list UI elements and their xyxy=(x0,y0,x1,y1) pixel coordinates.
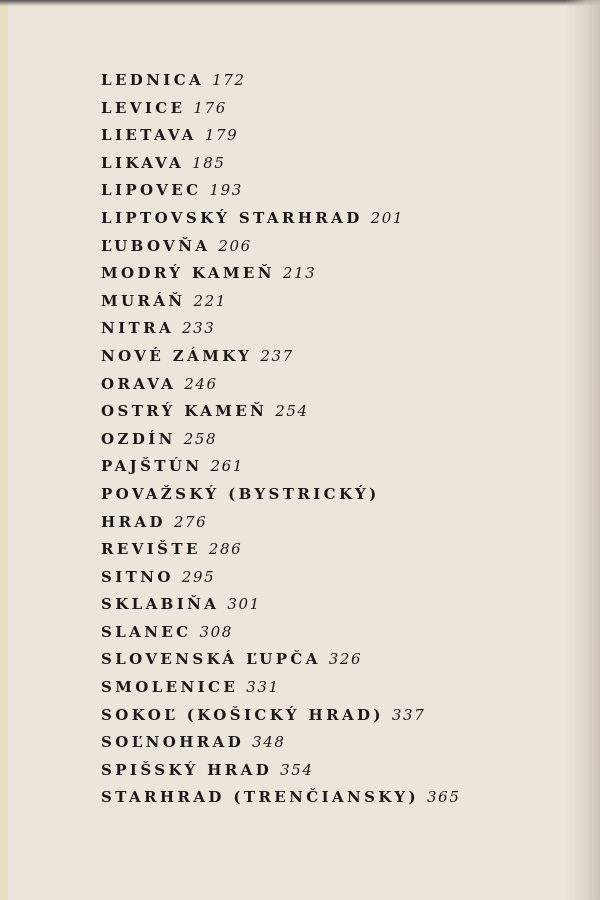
binding-shadow xyxy=(566,0,600,900)
toc-entry xyxy=(101,314,460,342)
toc-entry-page: 326 xyxy=(328,650,363,669)
toc-entry xyxy=(101,425,460,453)
toc-entry xyxy=(101,452,460,480)
page-edge xyxy=(0,0,8,900)
toc-entry-title: REVIŠTE xyxy=(101,540,201,559)
toc-entry-title: LEVICE xyxy=(101,98,186,117)
toc-entry xyxy=(101,176,460,204)
toc-entry xyxy=(101,673,460,701)
scan-top-edge xyxy=(0,0,600,6)
toc-entry-page: 172 xyxy=(212,71,246,89)
toc-entry xyxy=(101,480,460,508)
toc-entry xyxy=(101,204,460,232)
toc-entry-title: SOĽNOHRAD xyxy=(101,733,245,752)
toc-entry xyxy=(101,342,460,370)
toc-entry-page: 308 xyxy=(199,622,233,641)
toc-entry-title: LIPOVEC xyxy=(101,181,202,200)
toc-entry-title: ĽUBOVŇA xyxy=(101,236,211,255)
toc-entry xyxy=(101,645,460,673)
toc-entry-title: SPIŠSKÝ HRAD xyxy=(101,760,273,779)
toc-entry-page: 185 xyxy=(192,153,226,172)
toc-entry-page: 261 xyxy=(210,457,244,476)
toc-entry xyxy=(101,508,460,536)
toc-entry-page: 254 xyxy=(275,402,309,421)
toc-entry-page: 295 xyxy=(181,567,216,586)
toc-entry-title: NOVÉ ZÁMKY xyxy=(101,346,253,365)
toc-entry-page: 354 xyxy=(280,760,314,779)
toc-entry-title: MURÁŇ xyxy=(101,291,186,310)
toc-entry-page: 233 xyxy=(182,319,216,338)
toc-entry-page: 221 xyxy=(193,291,227,310)
toc-entry xyxy=(101,149,460,177)
toc-entry-page: 193 xyxy=(209,181,243,200)
toc-entry xyxy=(101,563,460,591)
toc-entry xyxy=(101,94,460,122)
toc-entry-page: 176 xyxy=(193,98,227,117)
toc-entry-title: SLOVENSKÁ ĽUPČA xyxy=(101,650,321,669)
toc-entry xyxy=(101,121,460,149)
toc-entry-page: 276 xyxy=(173,512,208,531)
toc-entry-page: 201 xyxy=(370,208,405,227)
toc-entry-page: 348 xyxy=(252,733,286,752)
toc-entry-page: 206 xyxy=(218,236,252,255)
toc-entry xyxy=(101,397,460,425)
toc-entry-title: LEDNICA xyxy=(101,71,205,89)
toc-entry-title: NITRA xyxy=(101,319,174,338)
toc-entry-title: SITNO xyxy=(101,567,174,586)
toc-entry-title: ORAVA xyxy=(101,374,177,393)
toc-entry-title: STARHRAD (TRENČIANSKY) xyxy=(101,788,420,807)
toc-entry xyxy=(101,66,460,94)
toc-entry xyxy=(101,756,460,784)
toc-entry-title: LIPTOVSKÝ STARHRAD xyxy=(101,208,363,227)
toc-entry-title: SMOLENICE xyxy=(101,678,239,697)
toc-entry-page: 258 xyxy=(183,429,218,448)
table-of-contents xyxy=(101,66,460,811)
toc-entry-title: POVAŽSKÝ (BYSTRICKÝ) xyxy=(101,484,380,503)
toc-entry xyxy=(101,259,460,287)
toc-entry-title: OSTRÝ KAMEŇ xyxy=(101,402,268,421)
toc-entry-title: HRAD xyxy=(101,512,166,531)
toc-entry-page: 286 xyxy=(208,540,243,559)
toc-entry-title: SKLABIŇA xyxy=(101,595,220,614)
toc-entry xyxy=(101,701,460,729)
toc-entry-title: PAJŠTÚN xyxy=(101,457,203,476)
toc-entry xyxy=(101,287,460,315)
toc-entry-title: SLANEC xyxy=(101,622,192,641)
toc-entry-page: 301 xyxy=(227,595,261,614)
toc-entry xyxy=(101,535,460,563)
toc-entry xyxy=(101,618,460,646)
toc-entry-title: MODRÝ KAMEŇ xyxy=(101,264,275,283)
toc-entry-page: 246 xyxy=(184,374,218,393)
toc-entry-page: 237 xyxy=(260,346,294,365)
toc-entry-page: 331 xyxy=(246,678,280,697)
toc-entry-page: 337 xyxy=(391,705,426,724)
toc-entry-page: 365 xyxy=(427,788,461,807)
toc-entry xyxy=(101,783,460,811)
toc-entry-title: OZDÍN xyxy=(101,429,176,448)
toc-entry-page: 179 xyxy=(204,126,239,145)
toc-entry-title: LIETAVA xyxy=(101,126,197,145)
toc-entry-title: LIKAVA xyxy=(101,153,185,172)
toc-entry xyxy=(101,590,460,618)
toc-entry xyxy=(101,728,460,756)
toc-entry xyxy=(101,232,460,260)
toc-entry xyxy=(101,370,460,398)
toc-entry-title: SOKOĽ (KOŠICKÝ HRAD) xyxy=(101,705,384,724)
toc-entry-page: 213 xyxy=(282,264,317,283)
